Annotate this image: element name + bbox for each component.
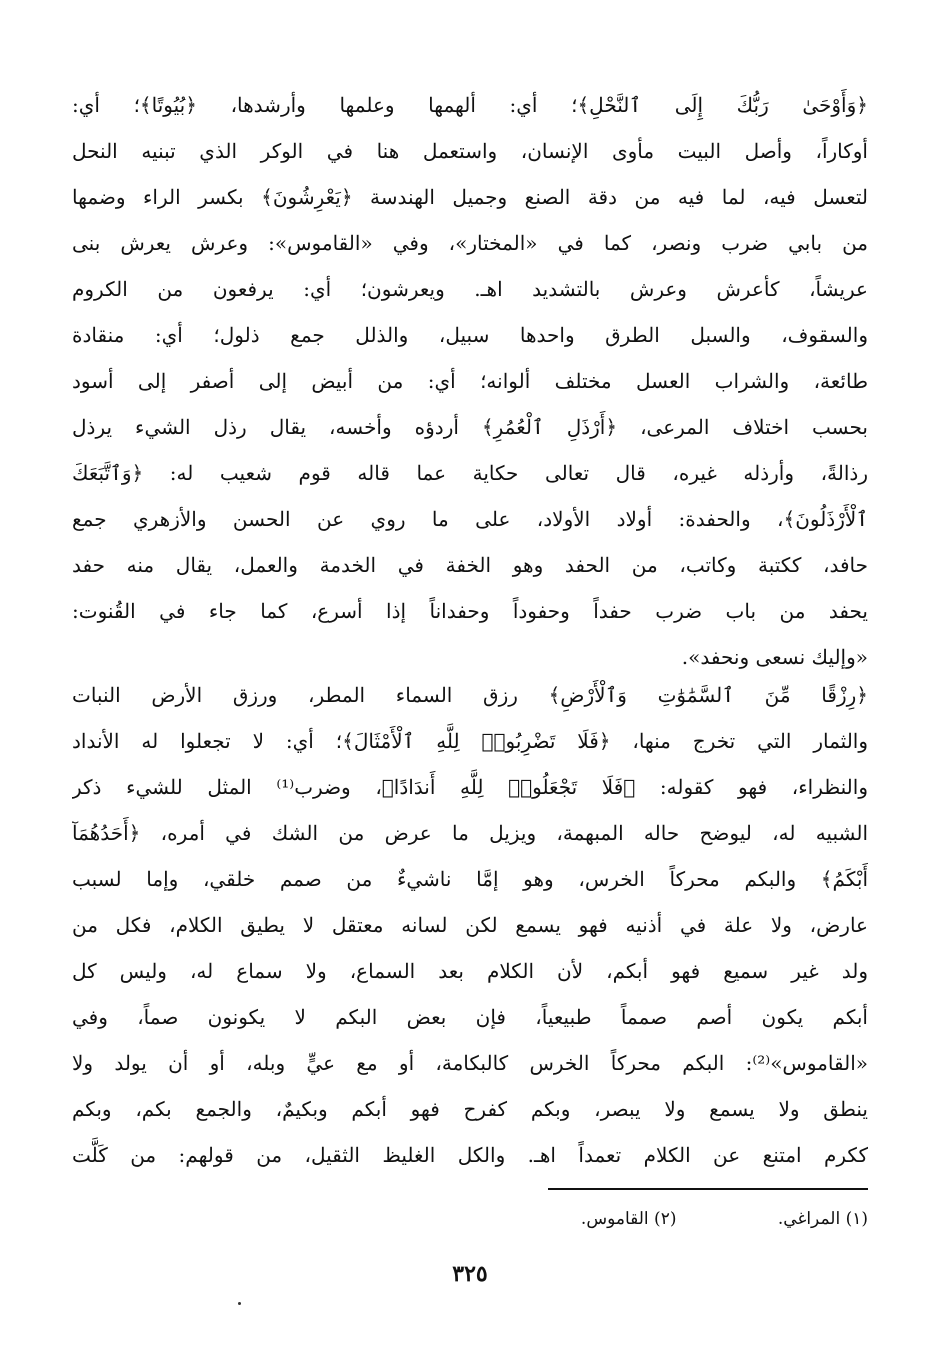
text-line: بحسب اختلاف المرعى، ﴿أَرْذَلِ ٱلْعُمُرِ﴾ أردؤه وأخسه، يقال رذل الشيء يرذل — [72, 415, 868, 439]
text-line: ككرم امتنع عن الكلام تعمداً اهـ. والكل الغليظ الثقيل، من قولهم: من كَلَّت — [72, 1143, 868, 1167]
text-line: حافد، ككتبة وكاتب، من الحفد وهو الخفة في الخدمة والعمل، يقال منه حفد — [72, 553, 868, 577]
page-number: ٣٢٥ — [452, 1261, 488, 1287]
text-line: والنظراء، فهو كقوله: ﴿فَلَا تَجْعَلُوا۟ لِلَّهِ أَندَادًا﴾، وضرب⁽¹⁾ المثل للشيء ذكر — [72, 775, 868, 799]
text-line: يحفد من باب ضرب حفداً وحفوداً وحفداناً إذا أسرع، كما جاء في القُنوت: — [72, 599, 868, 623]
text-line: «وإليك نسعى ونحفد». — [681, 645, 868, 669]
text-line: ينطق ولا يسمع ولا يبصر، وبكم كفرح فهو أبكم وبكيمٌ، والجمع بكم، وبكم — [72, 1097, 868, 1121]
text-line: ولد غير سميع فهو أبكم، لأن الكلام بعد السماع، ولا سماع له، وليس كل — [72, 959, 868, 983]
text-line: أبكم يكون أصم صمماً طبيعياً، فإن بعض البكم لا يكونون صماً، وفي — [72, 1005, 868, 1029]
text-line: رذالةً، وأرذله غيره، قال تعالى حكاية عما قاله قوم شعيب له: ﴿وَٱتَّبَعَكَ — [72, 461, 868, 485]
text-line: «القاموس»⁽²⁾: البكم محركاً الخرس كالبكامة، أو مع عيٍّ وبله، أو أن يولد ولا — [72, 1051, 868, 1075]
text-line: ﴿وَأَوْحَىٰ رَبُّكَ إِلَى ٱلنَّحْلِ﴾؛ أي: ألهمها وعلمها وأرشدها، ﴿بُيُوتًا﴾؛ أي: — [72, 93, 868, 117]
text-line: عارض، ولا علة في أذنيه فهو يسمع لكن لسانه معتقل لا يطيق الكلام، فكل من — [72, 913, 868, 937]
text-line: طائعة، والشراب العسل مختلف ألوانه؛ أي: من أبيض إلى أصفر إلى أسود — [72, 369, 868, 393]
paragraph-2 — [72, 672, 868, 1178]
footnote-1: (١) المراغي. — [777, 1209, 868, 1229]
text-line: أوكاراً، وأصل البيت مأوى الإنسان، واستعمل هنا في الوكر الذي تبنيه النحل — [72, 139, 868, 163]
text-line: لتعسل فيه، لما فيه من دقة الصنع وجميل الهندسة ﴿يَعْرِشُونَ﴾ بكسر الراء وضمها — [72, 185, 868, 209]
footnote-divider — [548, 1188, 868, 1190]
footnotes — [72, 1204, 868, 1234]
paragraph-1 — [72, 82, 868, 680]
print-speck — [238, 1302, 241, 1305]
text-line: ٱلْأَرْذَلُونَ﴾، والحفدة: أولاد الأولاد، على ما روي عن الحسن والأزهري جمع — [72, 507, 868, 531]
text-line: والسقوف، والسبل الطرق واحدها سبيل، والذلل جمع ذلول؛ أي: منقادة — [72, 323, 868, 347]
text-line: والثمار التي تخرج منها، ﴿فَلَا تَضْرِبُوا۟ لِلَّهِ ٱلْأَمْثَالَ﴾؛ أي: لا تجعلوا له الأنداد — [72, 729, 868, 753]
text-line: الشبيه له، ليوضح حاله المبهمة، ويزيل ما عرض من الشك في أمره، ﴿أَحَدُهُمَآ — [72, 821, 868, 845]
text-line: أَبْكَمُ﴾ والبكم محركاً الخرس، وهو إمَّا ناشيءٌ من صمم خلقي، وإما لسبب — [72, 867, 868, 891]
footnote-2: (٢) القاموس. — [580, 1209, 677, 1229]
text-line: ﴿رِزْقًا مِّنَ ٱلسَّمَٰوَٰتِ وَٱلْأَرْضِ﴾ رزق السماء المطر، ورزق الأرض النبات — [72, 683, 868, 707]
text-line: من بابي ضرب ونصر، كما في «المختار»، وفي «القاموس»: وعرش يعرش بنى — [72, 231, 868, 255]
text-line: عريشاً، كأعرش وعرش بالتشديد اهـ. ويعرشون؛ أي: يرفعون من الكروم — [72, 277, 868, 301]
